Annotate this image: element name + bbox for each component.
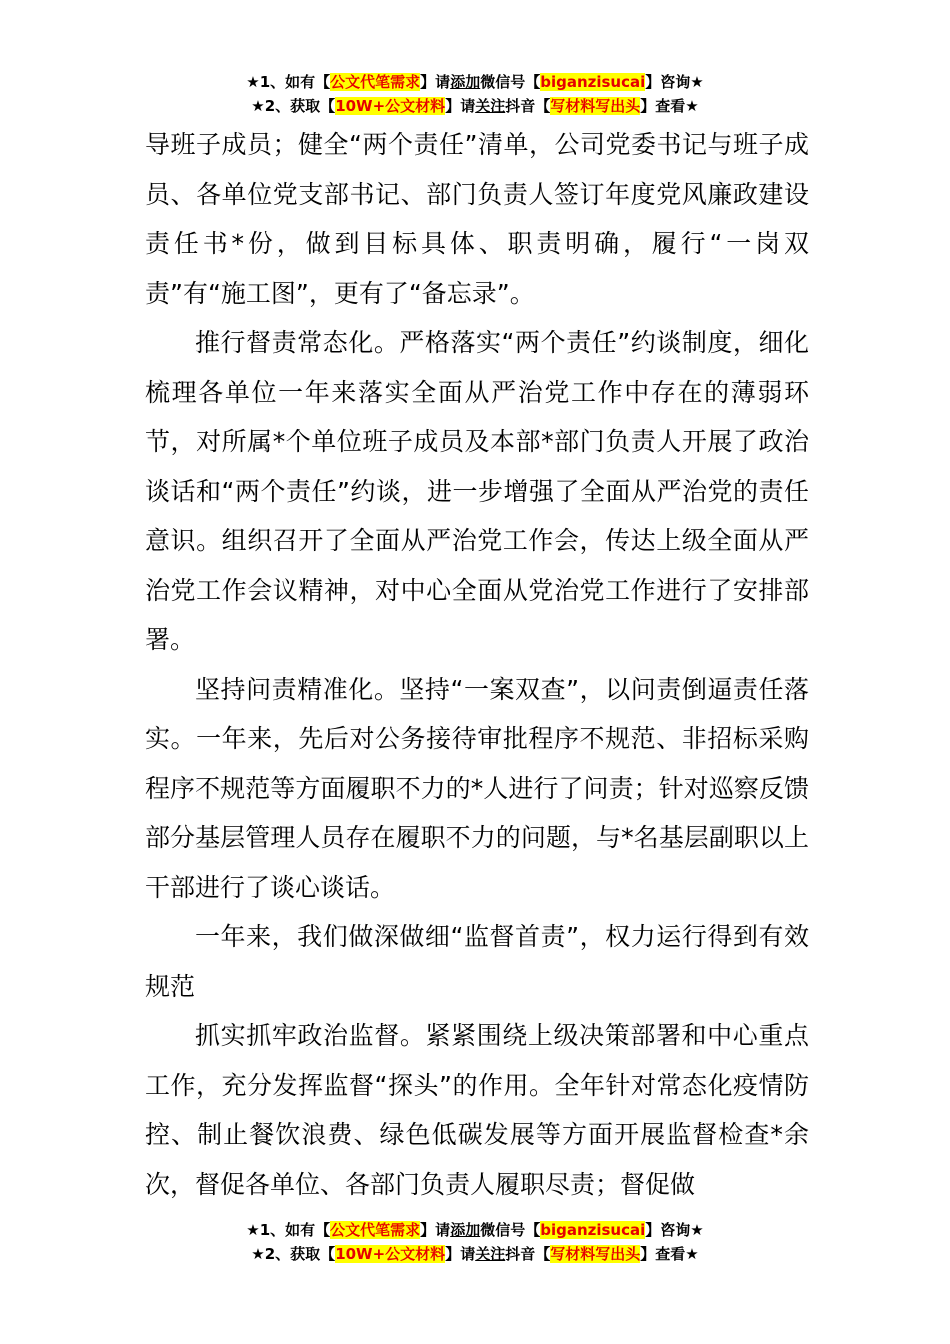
banner-text: 2、获取【: [264, 1245, 336, 1263]
paragraph-3: 坚持问责精准化。坚持“一案双查”，以问责倒逼责任落实。一年来，先后对公务接待审批程序不规范、非招标采购程序不规范等方面履职不力的*人进行了问责；针对巡察反馈部分基层管理人员存在履职不力的问题，与*名基层副职以上干部进行了谈心谈话。: [145, 674, 809, 902]
banner-text: 】咨询★: [645, 1221, 704, 1239]
highlight-materials: 10W+公文材料: [335, 97, 446, 115]
highlight-wechat-id: biganzisucai: [540, 73, 646, 91]
banner-text: 】请: [420, 73, 451, 91]
banner-text: 2、获取【: [264, 97, 336, 115]
paragraph-2: 推行督责常态化。严格落实“两个责任”约谈制度，细化梳理各单位一年来落实全面从严治党工作中存在的薄弱环节，对所属*个单位班子成员及本部*部门负责人开展了政治谈话和“两个责任”约谈，进一步增强了全面从严治党的责任意识。组织召开了全面从严治党工作会，传达上级全面从严治党工作会议精神，对中心全面从党治党工作进行了安排部署。: [145, 328, 809, 654]
banner-text: 微信号【: [480, 73, 541, 91]
footer-banner: [0, 1218, 950, 1266]
banner-text: 1、如有【: [259, 1221, 331, 1239]
highlight-douyin-id: 写材料写出头: [550, 1245, 641, 1263]
banner-text: 】查看★: [640, 1245, 699, 1263]
highlight-wechat-id: biganzisucai: [540, 1221, 646, 1239]
underlined-text: 关注: [475, 97, 506, 115]
banner-text: 】请: [445, 97, 476, 115]
banner-line-1: [0, 1218, 950, 1242]
paragraph-5: 抓实抓牢政治监督。紧紧围绕上级决策部署和中心重点工作，充分发挥监督“探头”的作用。全年针对常态化疫情防控、制止餐饮浪费、绿色低碳发展等方面开展监督检查*余次，督促各单位、各部门负责人履职尽责；督促做: [145, 1021, 809, 1199]
banner-line-1: [0, 70, 950, 94]
highlight-service: 公文代笔需求: [330, 1221, 421, 1239]
paragraph-4: 一年来，我们做深做细“监督首责”，权力运行得到有效规范: [145, 922, 809, 1001]
underlined-text: 添加: [450, 1221, 481, 1239]
banner-line-2: [0, 1242, 950, 1266]
highlight-materials: 10W+公文材料: [335, 1245, 446, 1263]
banner-text: 抖音【: [505, 97, 551, 115]
underlined-text: 关注: [475, 1245, 506, 1263]
star-icon: ★: [251, 97, 265, 115]
banner-text: 1、如有【: [259, 73, 331, 91]
banner-line-2: [0, 94, 950, 118]
star-icon: ★: [246, 73, 260, 91]
header-banner: [0, 70, 950, 118]
banner-text: 抖音【: [505, 1245, 551, 1263]
banner-text: 】咨询★: [645, 73, 704, 91]
banner-text: 】请: [420, 1221, 451, 1239]
banner-text: 】查看★: [640, 97, 699, 115]
star-icon: ★: [246, 1221, 260, 1239]
highlight-douyin-id: 写材料写出头: [550, 97, 641, 115]
banner-text: 】请: [445, 1245, 476, 1263]
star-icon: ★: [251, 1245, 265, 1263]
document-body: [145, 120, 809, 1209]
underlined-text: 添加: [450, 73, 481, 91]
banner-text: 微信号【: [480, 1221, 541, 1239]
highlight-service: 公文代笔需求: [330, 73, 421, 91]
paragraph-1: 导班子成员；健全“两个责任”清单，公司党委书记与班子成员、各单位党支部书记、部门负责人签订年度党风廉政建设责任书*份，做到目标具体、职责明确，履行“一岗双责”有“施工图”，更有了“备忘录”。: [145, 130, 809, 308]
